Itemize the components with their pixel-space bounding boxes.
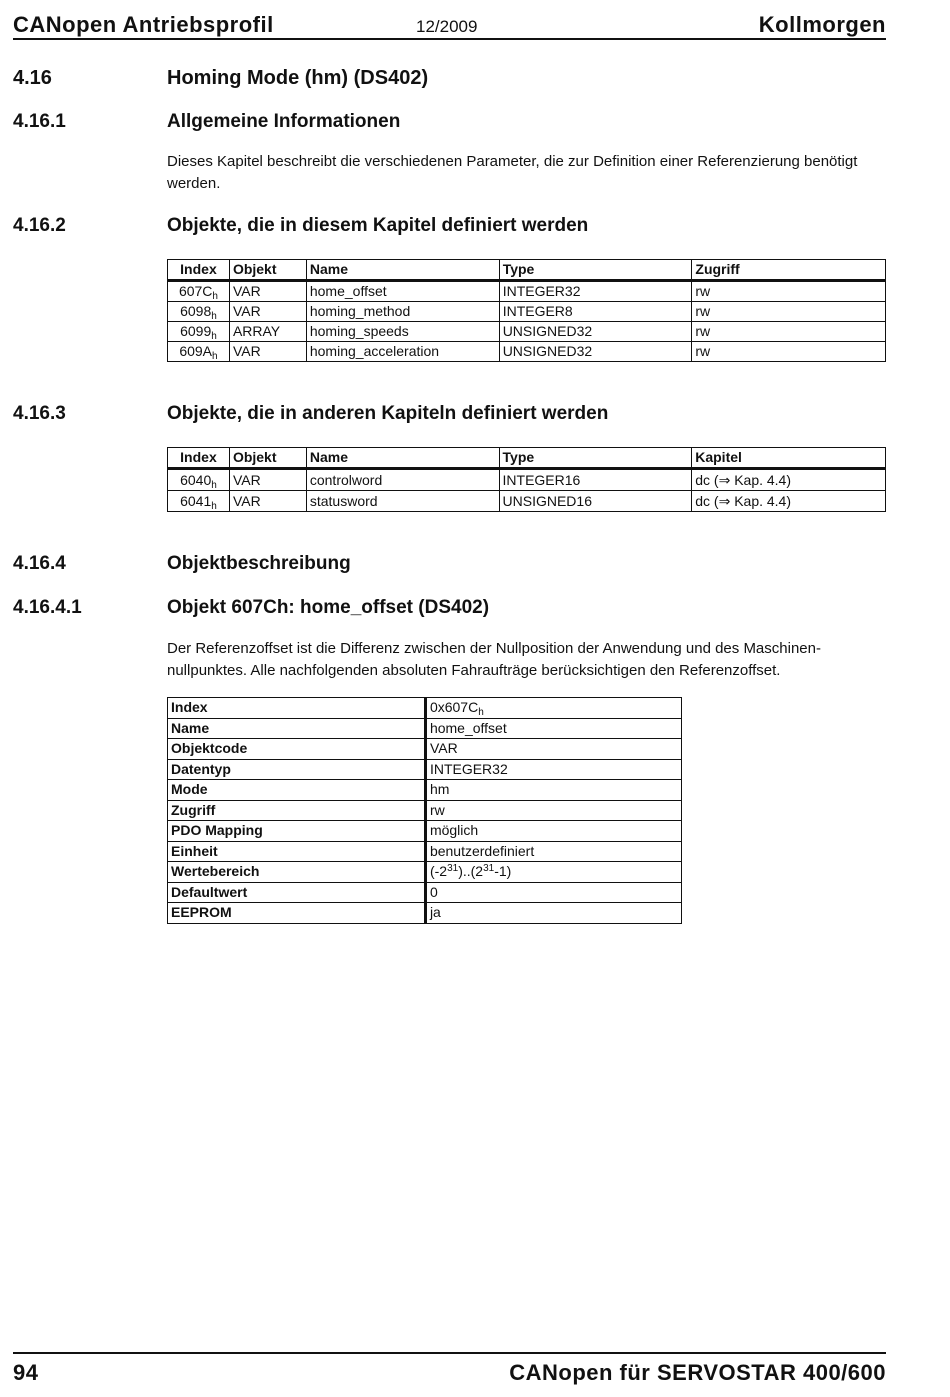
objekt-cell: VAR [229, 342, 306, 362]
table-row [168, 718, 682, 739]
name-cell: statusword [306, 491, 499, 512]
property-label: Mode [168, 780, 426, 801]
index-cell: $607C_h$ [168, 281, 230, 302]
footer-title: CANopen für SERVOSTAR 400/600 [509, 1360, 886, 1385]
section-number: 4.16.2 [13, 215, 66, 236]
property-label: EEPROM [168, 903, 426, 924]
table-row [168, 342, 886, 362]
paragraph: Der Referenzoffset ist die Differenz zwischen der Nullposition der Anwendung und des Maschinen-nullpunktes. Alle nachfolgenden absoluten Fahraufträge berücksichtigen den Referenzoffset. [167, 640, 821, 679]
property-value: VAR [425, 739, 681, 760]
index-cell: $6041_h$ [168, 491, 230, 512]
paragraph: Dieses Kapitel beschreibt die verschiedenen Parameter, die zur Definition einer Referenzierung benötigt werden. [167, 153, 858, 192]
section-title: Objekte, die in anderen Kapiteln definiert werden [167, 403, 609, 424]
table-row [168, 322, 886, 342]
name-cell: home_offset [306, 281, 499, 302]
kapitel-cell: dc (⇒ Kap. 4.4) [692, 491, 886, 512]
column-header: Kapitel [692, 448, 886, 469]
index-cell: $6040_h$ [168, 469, 230, 491]
section-title: Objekt 607Ch: home_offset (DS402) [167, 597, 490, 618]
type-cell: UNSIGNED32 [499, 342, 692, 362]
table-row [168, 281, 886, 302]
section-number: 4.16.1 [13, 111, 66, 132]
section-number: 4.16.4.1 [13, 597, 82, 618]
property-label: Index [168, 698, 426, 719]
column-header: Type [499, 448, 692, 469]
table-row [168, 302, 886, 322]
property-label: Zugriff [168, 800, 426, 821]
name-cell: controlword [306, 469, 499, 491]
zugriff-cell: rw [692, 281, 886, 302]
property-label: PDO Mapping [168, 821, 426, 842]
column-header: Name [306, 448, 499, 469]
objekt-cell: VAR [229, 491, 306, 512]
type-cell: INTEGER16 [499, 469, 692, 491]
property-value: home_offset [425, 718, 681, 739]
zugriff-cell: rw [692, 342, 886, 362]
column-header: Index [168, 448, 230, 469]
property-value: ja [425, 903, 681, 924]
table-row [168, 800, 682, 821]
section-title: Objektbeschreibung [167, 553, 351, 574]
section-title: Allgemeine Informationen [167, 111, 401, 132]
zugriff-cell: rw [692, 302, 886, 322]
column-header: Objekt [229, 260, 306, 281]
property-label: Defaultwert [168, 882, 426, 903]
footer-rule [13, 1352, 886, 1354]
objekt-cell: VAR [229, 469, 306, 491]
header-rule [13, 38, 886, 40]
property-value: hm [425, 780, 681, 801]
section-title: Homing Mode (hm) (DS402) [167, 67, 429, 89]
name-cell: homing_speeds [306, 322, 499, 342]
external-objects-table [167, 447, 886, 512]
header-title: CANopen Antriebsprofil [13, 12, 274, 37]
page-number: 94 [13, 1360, 39, 1385]
table-row [168, 841, 682, 862]
column-header: Name [306, 260, 499, 281]
type-cell: UNSIGNED32 [499, 322, 692, 342]
objects-table [167, 259, 886, 362]
kapitel-cell: dc (⇒ Kap. 4.4) [692, 469, 886, 491]
property-value: benutzerdefiniert [425, 841, 681, 862]
type-cell: UNSIGNED16 [499, 491, 692, 512]
type-cell: INTEGER32 [499, 281, 692, 302]
section-title: Objekte, die in diesem Kapitel definiert werden [167, 215, 589, 236]
section-number: 4.16.3 [13, 403, 66, 424]
column-header: Type [499, 260, 692, 281]
column-header: Objekt [229, 448, 306, 469]
section-number: 4.16.4 [13, 553, 66, 574]
property-value: 0 [425, 882, 681, 903]
table-header-row [168, 448, 886, 469]
property-label: Einheit [168, 841, 426, 862]
name-cell: homing_acceleration [306, 342, 499, 362]
header-brand: Kollmorgen [758, 12, 886, 37]
table-row [168, 821, 682, 842]
property-label: Objektcode [168, 739, 426, 760]
property-value: möglich [425, 821, 681, 842]
table-row [168, 903, 682, 924]
property-value: rw [425, 800, 681, 821]
table-row [168, 780, 682, 801]
name-cell: homing_method [306, 302, 499, 322]
section-number: 4.16 [13, 67, 52, 89]
objekt-cell: ARRAY [229, 322, 306, 342]
table-row [168, 739, 682, 760]
column-header: Zugriff [692, 260, 886, 281]
table-row [168, 759, 682, 780]
objekt-cell: VAR [229, 302, 306, 322]
property-label: Wertebereich [168, 862, 426, 883]
table-row [168, 882, 682, 903]
property-label: Name [168, 718, 426, 739]
object-description-table [167, 697, 682, 924]
table-row [168, 469, 886, 491]
property-value: INTEGER32 [425, 759, 681, 780]
type-cell: INTEGER8 [499, 302, 692, 322]
table-header-row [168, 260, 886, 281]
index-cell: $609A_h$ [168, 342, 230, 362]
index-cell: $6099_h$ [168, 322, 230, 342]
index-cell: $6098_h$ [168, 302, 230, 322]
column-header: Index [168, 260, 230, 281]
property-value: $(-2^{31})..(2^{31}-1)$ [425, 862, 681, 883]
table-row [168, 862, 682, 883]
property-value: $0x607C_h$ [425, 698, 681, 719]
zugriff-cell: rw [692, 322, 886, 342]
table-row [168, 491, 886, 512]
table-row [168, 698, 682, 719]
property-label: Datentyp [168, 759, 426, 780]
objekt-cell: VAR [229, 281, 306, 302]
header-date: 12/2009 [416, 17, 478, 36]
